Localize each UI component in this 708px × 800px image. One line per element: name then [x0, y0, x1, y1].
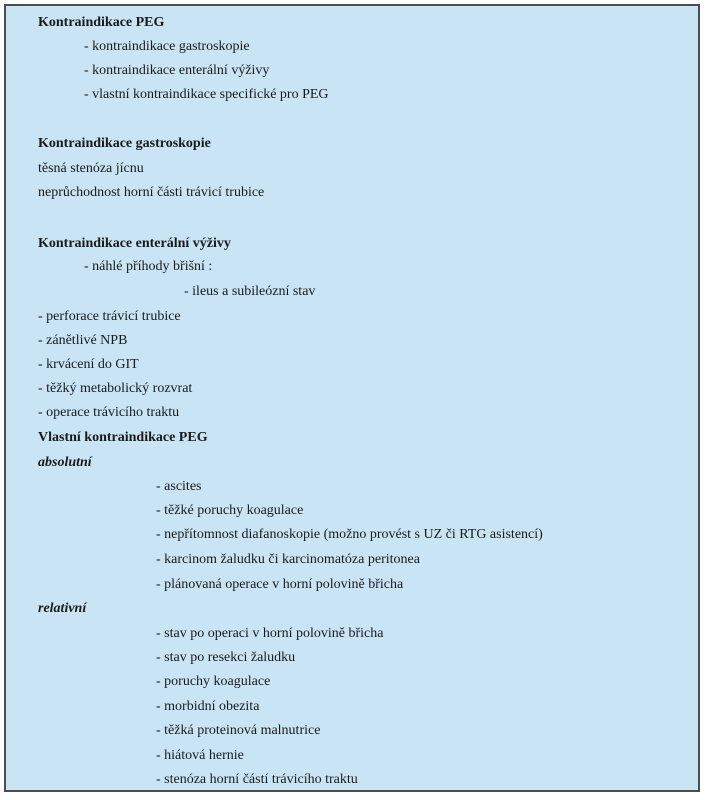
- section-heading-vlastni: Vlastní kontraindikace PEG: [38, 430, 208, 445]
- list-item: - krvácení do GIT: [38, 357, 139, 372]
- list-item: - stav po resekci žaludku: [156, 650, 296, 665]
- list-item: - ascites: [156, 479, 202, 494]
- list-item: - kontraindikace gastroskopie: [84, 39, 250, 54]
- section-heading-gastroskopie: Kontraindikace gastroskopie: [38, 136, 211, 151]
- list-item: - perforace trávicí trubice: [38, 309, 181, 324]
- section-heading-enteralni: Kontraindikace enterální výživy: [38, 236, 231, 251]
- contraindications-table: [4, 4, 700, 792]
- list-item: - stenóza horní částí trávicího traktu: [156, 772, 358, 787]
- list-item: - vlastní kontraindikace specifické pro PEG: [84, 87, 329, 102]
- list-item: - těžký metabolický rozvrat: [38, 381, 193, 396]
- list-item: - morbidní obezita: [156, 699, 260, 714]
- list-item: - operace trávicího traktu: [38, 405, 180, 420]
- list-item: - zánětlivé NPB: [38, 333, 128, 348]
- list-item: neprůchodnost horní části trávicí trubice: [38, 185, 265, 200]
- list-item: - těžké poruchy koagulace: [156, 503, 304, 518]
- list-item: - těžká proteinová malnutrice: [156, 723, 321, 738]
- list-item: těsná stenóza jícnu: [38, 161, 144, 176]
- list-item: - hiátová hernie: [156, 748, 244, 763]
- list-subheading: - náhlé příhody břišní :: [84, 259, 213, 274]
- list-item: - ileus a subileózní stav: [184, 284, 316, 299]
- category-label-relativni: relativní: [38, 601, 87, 616]
- list-item: - poruchy koagulace: [156, 674, 271, 689]
- list-item: - stav po operaci v horní polovině břicha: [156, 626, 384, 641]
- section-heading-peg: Kontraindikace PEG: [38, 15, 165, 30]
- list-item: - karcinom žaludku či karcinomatóza peritonea: [156, 552, 420, 567]
- list-item: - kontraindikace enterální výživy: [84, 63, 270, 78]
- list-item: - plánovaná operace v horní polovině břicha: [156, 577, 404, 592]
- category-label-absolutni: absolutní: [38, 455, 92, 470]
- list-item: - nepřítomnost diafanoskopie (možno provést s UZ či RTG asistencí): [156, 527, 543, 542]
